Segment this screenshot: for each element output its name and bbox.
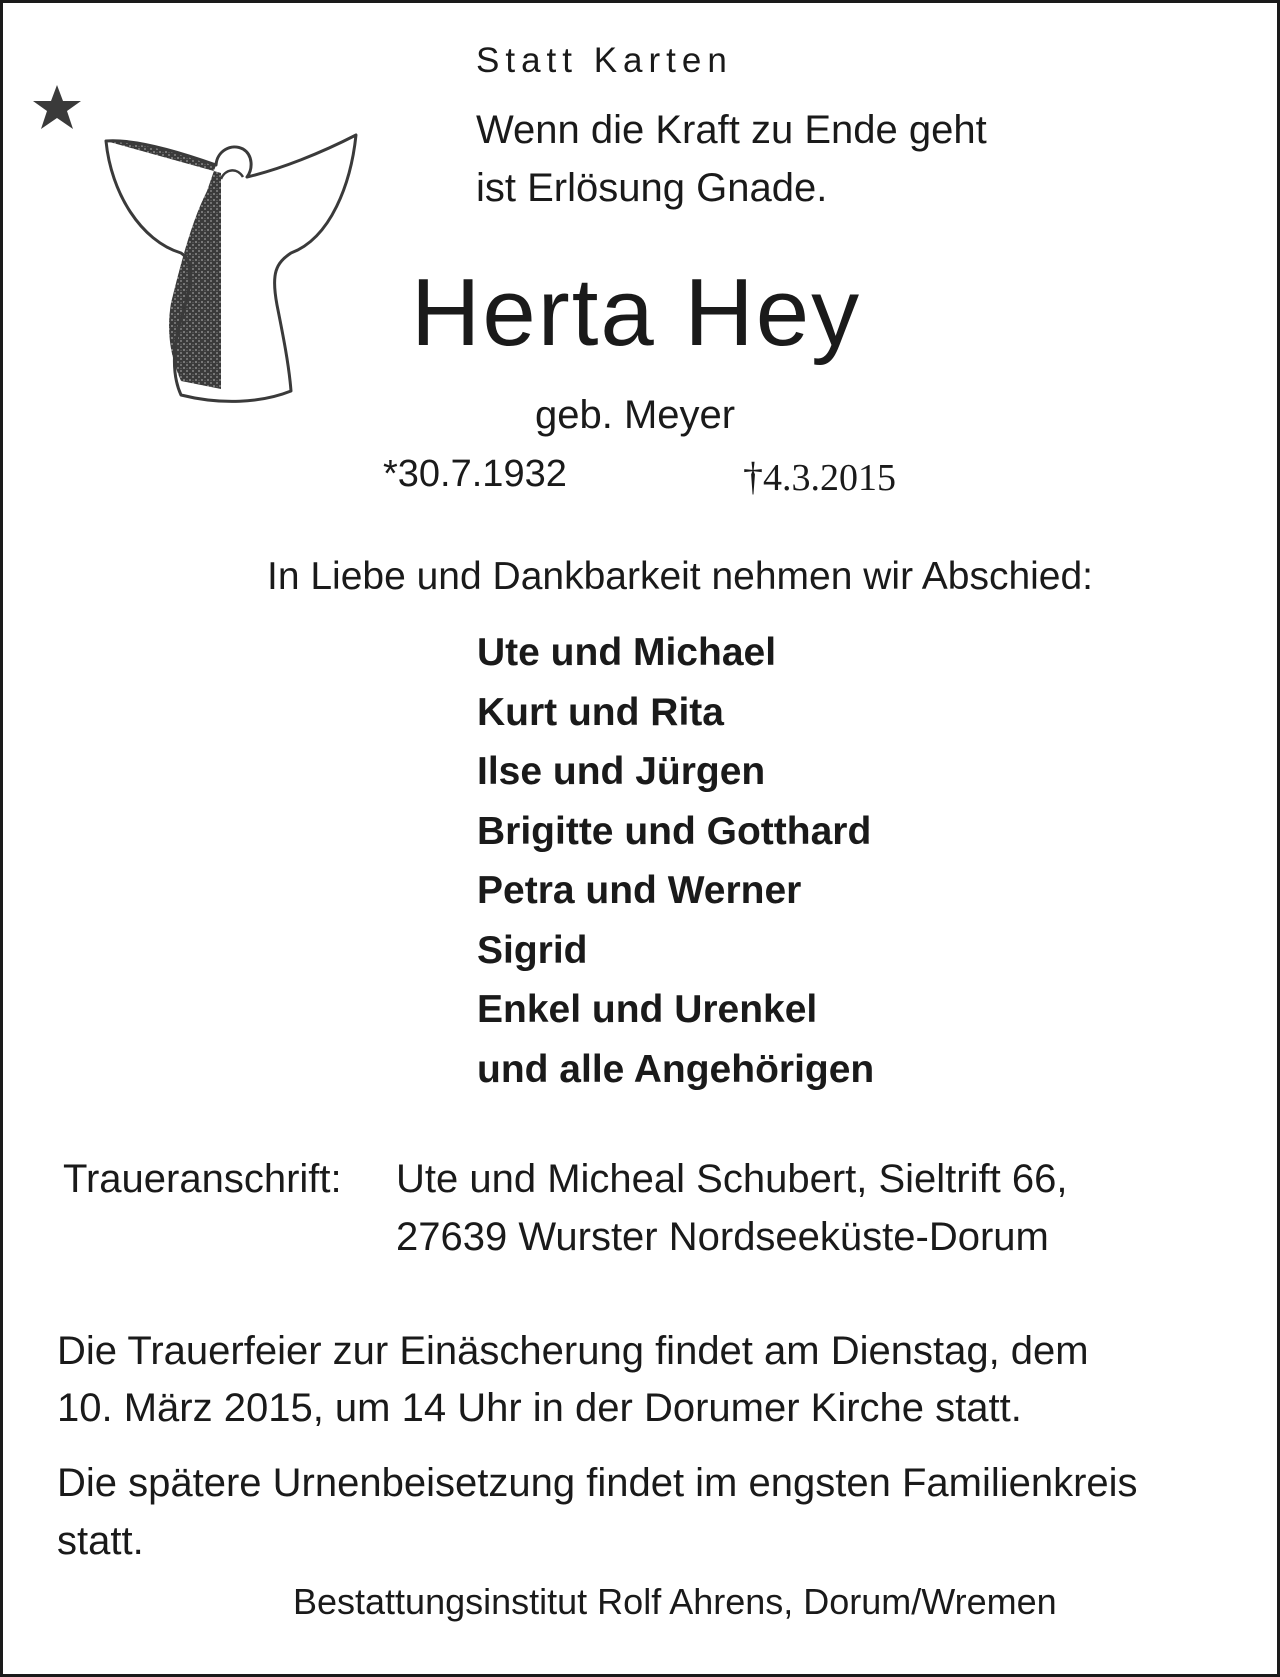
- list-item: Ute und Michael: [477, 631, 777, 674]
- service-line-4: statt.: [57, 1519, 144, 1563]
- angel-illustration: [21, 73, 361, 413]
- address-line-2: 27639 Wurster Nordseeküste-Dorum: [396, 1215, 1049, 1259]
- service-line-3: Die spätere Urnenbeisetzung findet im engsten Familienkreis: [57, 1461, 1138, 1505]
- deceased-name: Herta Hey: [411, 259, 862, 366]
- star-icon: [33, 85, 81, 129]
- death-date: 4.3.2015: [763, 457, 896, 499]
- angel-icon: [106, 135, 356, 401]
- list-item: Brigitte und Gotthard: [477, 809, 872, 853]
- list-item: Ilse und Jürgen: [477, 750, 766, 793]
- maiden-name: geb. Meyer: [535, 393, 736, 437]
- farewell-intro: In Liebe und Dankbarkeit nehmen wir Abschied:: [267, 555, 1094, 598]
- birth-date: *30.7.1932: [383, 453, 567, 495]
- list-item: Enkel und Urenkel: [477, 988, 818, 1031]
- mourners-list: [477, 623, 874, 1099]
- undertaker-credit: Bestattungsinstitut Rolf Ahrens, Dorum/Wremen: [293, 1581, 1057, 1622]
- cross-icon: †: [743, 454, 763, 499]
- service-line-1: Die Trauerfeier zur Einäscherung findet am Dienstag, dem: [57, 1329, 1089, 1373]
- statt-karten-label: Statt Karten: [476, 41, 733, 80]
- list-item: Sigrid: [477, 928, 588, 972]
- service-line-2: 10. März 2015, um 14 Uhr in der Dorumer Kirche statt.: [57, 1386, 1022, 1430]
- motto-line-1: Wenn die Kraft zu Ende geht: [476, 108, 987, 152]
- list-item: Kurt und Rita: [477, 690, 724, 734]
- address-line-1: Ute und Micheal Schubert, Sieltrift 66,: [396, 1157, 1068, 1201]
- address-label: Traueranschrift:: [63, 1157, 342, 1201]
- list-item: und alle Angehörigen: [477, 1047, 875, 1091]
- motto-line-2: ist Erlösung Gnade.: [476, 166, 828, 210]
- list-item: Petra und Werner: [477, 869, 802, 912]
- death-date-line: [743, 453, 896, 500]
